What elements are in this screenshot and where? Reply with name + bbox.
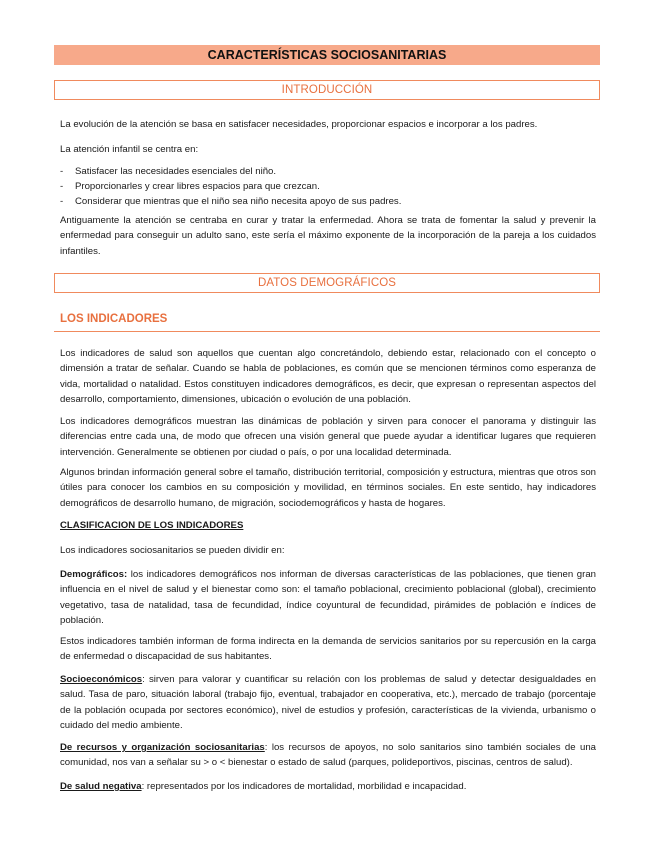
bullet-marker: - (60, 181, 64, 193)
demograficos-paragraph (60, 567, 596, 628)
bullet-text: Considerar que mientras que el niño sea niño necesita apoyo de sus padres. (75, 196, 402, 208)
term-salud-negativa: De salud negativa (60, 781, 142, 792)
section-header-introduccion: INTRODUCCIÓN (54, 80, 600, 100)
bullet-text: Proporcionarles y crear libres espacios para que crezcan. (75, 181, 320, 193)
document-title: CARACTERÍSTICAS SOCIOSANITARIAS (54, 45, 600, 65)
indicadores-paragraph-1: Los indicadores de salud son aquellos que cuentan algo concretándolo, debiendo estar, relacionado con el concepto o dimensión a tratar de señalar. Cuando se habla de poblaciones, es común que se mencionen términos como esperanza de vida, mortalidad o natalidad. Estos constituyen indicadores demográficos, es decir, que expresan o representan aspectos del desarrollo, comportamiento, dimensiones, ubicación o evolución de una población. (60, 348, 596, 405)
socioeconomicos-paragraph (60, 672, 596, 733)
indicadores-paragraph-2: Los indicadores demográficos muestran las dinámicas de población y sirven para conocer el panorama y distinguir las diferencias entre cada una, de modo que ofrecen una visión general que puede ayudar a identificar lugares que requieren intervención. Generalmente se obtienen por ciudad o país, o por una localidad determinada. (60, 416, 596, 458)
list-item (60, 164, 596, 179)
bullet-text: Satisfacer las necesidades esenciales del niño. (75, 166, 277, 177)
subheading-rule (54, 331, 600, 332)
intro-paragraph-3: Antiguamente la atención se centraba en curar y tratar la enfermedad. Ahora se trata de fomentar la salud y prevenir la enfermedad para conseguir un adulto sano, este sería el máximo exponente de la incorporación de la pareja a los cuidados infantiles. (60, 215, 596, 257)
salud-negativa-paragraph (60, 779, 596, 794)
recursos-text: : los recursos de apoyos, no solo sanitarios sino también sociales de una comunidad, nos van a señalar su > o < bienestar o estado de salud (parques, polideportivos, piscinas, centros de salud). (60, 742, 596, 769)
bullet-marker: - (60, 166, 64, 177)
intro-paragraph-2: La atención infantil se centra en: (60, 144, 199, 155)
clasificacion-intro: Los indicadores sociosanitarios se pueden dividir en: (60, 545, 285, 556)
section-header-datos-demograficos: DATOS DEMOGRÁFICOS (54, 273, 600, 293)
demograficos-paragraph-2: Estos indicadores también informan de forma indirecta en la demanda de servicios sanitarios por su repercusión en la carga de enfermedad o discapacidad de sus habitantes. (60, 636, 596, 663)
subheading-los-indicadores: LOS INDICADORES (60, 313, 168, 325)
list-item (60, 179, 596, 194)
term-demograficos: Demográficos: (60, 569, 128, 580)
socioeconomicos-text: : sirven para valorar y cuantificar su relación con los problemas de salud y detectar desigualdades en salud. Tasa de paro, situación laboral (trabajo fijo, eventual, trabajador en cooperativa, etc.), mercado de trabajo (porcentaje de la población ocupada por sectores económico), nivel de estudios y profesión, características de la vivienda, urbanismo o cuidado del medio ambiente. (60, 674, 596, 731)
intro-paragraph-1: La evolución de la atención se basa en satisfacer necesidades, proporcionar espacios e incorporar a los padres. (60, 119, 538, 130)
salud-negativa-text: : representados por los indicadores de mortalidad, morbilidad e incapacidad. (141, 781, 467, 792)
subheading-clasificacion: CLASIFICACION DE LOS INDICADORES (60, 520, 244, 531)
recursos-paragraph (60, 740, 596, 771)
term-socioeconomicos: Socioeconómicos (60, 674, 143, 685)
list-item (60, 194, 596, 209)
demograficos-text: los indicadores demográficos nos informan de diversas características de las poblaciones, que tienen gran influencia en el nivel de salud y el bienestar como son: el tamaño poblacional, crecimiento poblacional (global), crecimiento vegetativo, tasa de natalidad, tasa de fecundidad, índice coyuntural de fecundidad, pirámides de población e índices de población. (60, 569, 596, 626)
indicadores-paragraph-3: Algunos brindan información general sobre el tamaño, distribución territorial, composición y estructura, mientras que otros son útiles para conocer los cambios en su composición y movilidad, en términos sociales. En este sentido, hay indicadores demográficos de desarrollo humano, de migración, sociodemográficos y hasta de hogares. (60, 467, 596, 509)
bullet-marker: - (60, 196, 64, 208)
term-recursos: De recursos y organización sociosanitarias (60, 742, 265, 753)
intro-bullet-list (60, 164, 596, 210)
